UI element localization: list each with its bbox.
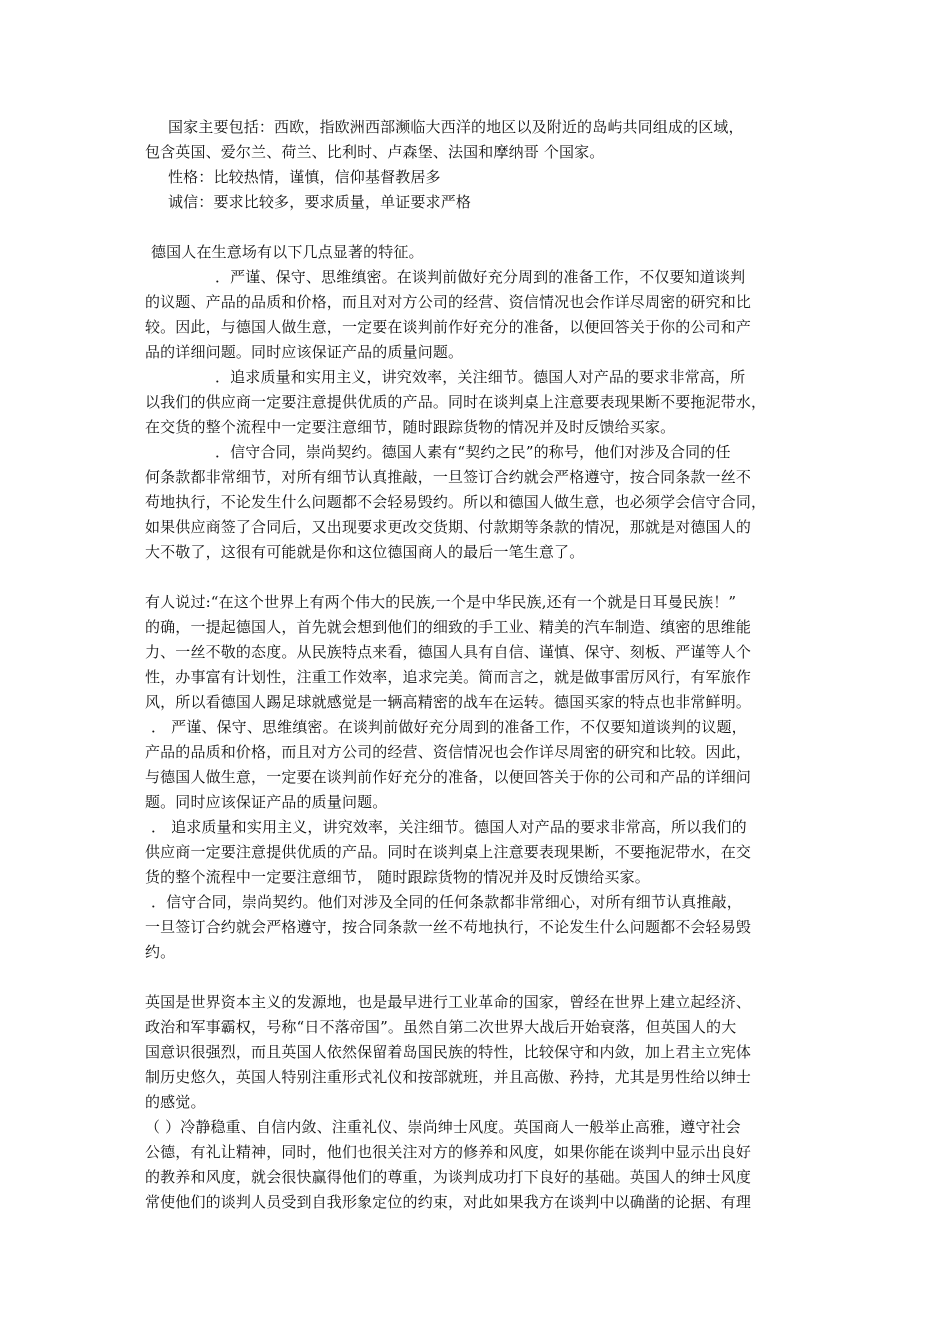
text-line: 大不敬了，这很有可能就是你和这位德国商人的最后一笔生意了。	[145, 543, 585, 561]
text-line: 题。同时应该保证产品的质量问题。	[145, 793, 388, 811]
text-line: 品的详细问题。同时应该保证产品的质量问题。	[145, 343, 464, 361]
text-line: ．信守合同，崇尚契约。他们对涉及全同的任何条款都非常细心，对所有细节认真推敲，	[151, 893, 742, 911]
text-line: 在交货的整个流程中一定要注意细节，随时跟踪货物的情况并及时反馈给买家。	[145, 418, 676, 436]
text-line: 苟地执行，不论发生什么问题都不会轻易毁约。所以和德国人做生意，也必须学会信守合同，	[145, 493, 767, 511]
text-line: 与德国人做生意，一定要在谈判前作好充分的准备，以便回答关于你的公司和产品的详细问	[145, 768, 752, 786]
text-line: 性，办事富有计划性，注重工作效率，追求完美。简而言之，就是做事雷厉风行，有军旅作	[145, 668, 752, 686]
text-line: 制历史悠久，英国人特别注重形式礼仪和按部就班，并且高傲、矜持，尤其是男性给以绅士	[145, 1068, 752, 1086]
text-line: 的议题、产品的品质和价格，而且对对方公司的经营、资信情况也会作详尽周密的研究和比	[145, 293, 752, 311]
text-line: 如果供应商签了合同后，又出现要求更改交货期、付款期等条款的情况，那就是对德国人的	[145, 518, 752, 536]
text-line: 的感觉。	[145, 1093, 206, 1111]
text-line: 国意识很强烈，而且英国人依然保留着岛国民族的特性，比较保守和内敛，加上君主立宪体	[145, 1043, 752, 1061]
text-line: 风，所以看德国人踢足球就感觉是一辆高精密的战车在运转。德国买家的特点也非常鲜明。	[145, 693, 752, 711]
text-line: 何条款都非常细节，对所有细节认真推敲，一旦签订合约就会严格遵守，按合同条款一丝不	[145, 468, 752, 486]
text-line: 英国是世界资本主义的发源地，也是最早进行工业革命的国家，曾经在世界上建立起经济、	[145, 993, 752, 1011]
text-line: 国家主要包括：西欧，指欧洲西部濒临大西洋的地区以及附近的岛屿共同组成的区域，	[168, 118, 744, 136]
text-line: 较。因此，与德国人做生意，一定要在谈判前作好充分的准备，以便回答关于你的公司和产	[145, 318, 752, 336]
text-line: ．追求质量和实用主义，讲究效率，关注细节。德国人对产品的要求非常高，所	[215, 368, 746, 386]
text-line: 力、一丝不敬的态度。从民族特点来看，德国人具有自信、谨慎、保守、刻板、严谨等人个	[145, 643, 752, 661]
text-line: ．信守合同，崇尚契约。德国人素有“契约之民”的称号，他们对涉及合同的任	[215, 443, 731, 461]
text-line: 有人说过:“在这个世界上有两个伟大的民族,一个是中华民族,还有一个就是日耳曼民族！”	[145, 593, 737, 611]
text-line: 公德，有礼让精神，同时，他们也很关注对方的修养和风度，如果你能在谈判中显示出良好	[145, 1143, 752, 1161]
text-line: 供应商一定要注意提供优质的产品。同时在谈判桌上注意要表现果断，不要拖泥带水，在交	[145, 843, 752, 861]
text-line: 的教养和风度，就会很快赢得他们的尊重，为谈判成功打下良好的基础。英国人的绅士风度	[145, 1168, 752, 1186]
text-line: 常使他们的谈判人员受到自我形象定位的约束，对此如果我方在谈判中以确凿的论据、有理	[145, 1193, 752, 1211]
text-line: 的确，一提起德国人，首先就会想到他们的细致的手工业、精美的汽车制造、缜密的思维能	[145, 618, 752, 636]
text-line: 产品的品质和价格，而且对方公司的经营、资信情况也会作详尽周密的研究和比较。因此，	[145, 743, 752, 761]
text-line: 性格：比较热情，谨慎，信仰基督教居多	[168, 168, 441, 186]
text-line: 约。	[145, 943, 176, 961]
text-line: ． 追求质量和实用主义，讲究效率，关注细节。德国人对产品的要求非常高，所以我们的	[151, 818, 747, 836]
text-line: ． 严谨、保守、思维缜密。在谈判前做好充分周到的准备工作，不仅要知道谈判的议题，	[151, 718, 747, 736]
text-line: 诚信：要求比较多，要求质量，单证要求严格	[168, 193, 472, 211]
text-line: 德国人在生意场有以下几点显著的特征。	[151, 243, 424, 261]
text-line: ．严谨、保守、思维缜密。在谈判前做好充分周到的准备工作，不仅要知道谈判	[215, 268, 746, 286]
text-line: 货的整个流程中一定要注意细节， 随时跟踪货物的情况并及时反馈给买家。	[145, 868, 650, 886]
text-line: （ ）冷静稳重、自信内敛、注重礼仪、崇尚绅士风度。英国商人一般举止高雅，遵守社会	[145, 1118, 741, 1136]
text-line: 政治和军事霸权，号称“日不落帝国”。虽然自第二次世界大战后开始衰落，但英国人的大	[145, 1018, 737, 1036]
text-line: 包含英国、爱尔兰、荷兰、比利时、卢森堡、法国和摩纳哥 个国家。	[145, 143, 605, 161]
text-line: 以我们的供应商一定要注意提供优质的产品。同时在谈判桌上注意要表现果断不要拖泥带水，	[145, 393, 767, 411]
text-line: 一旦签订合约就会严格遵守，按合同条款一丝不苟地执行，不论发生什么问题都不会轻易毁	[145, 918, 752, 936]
